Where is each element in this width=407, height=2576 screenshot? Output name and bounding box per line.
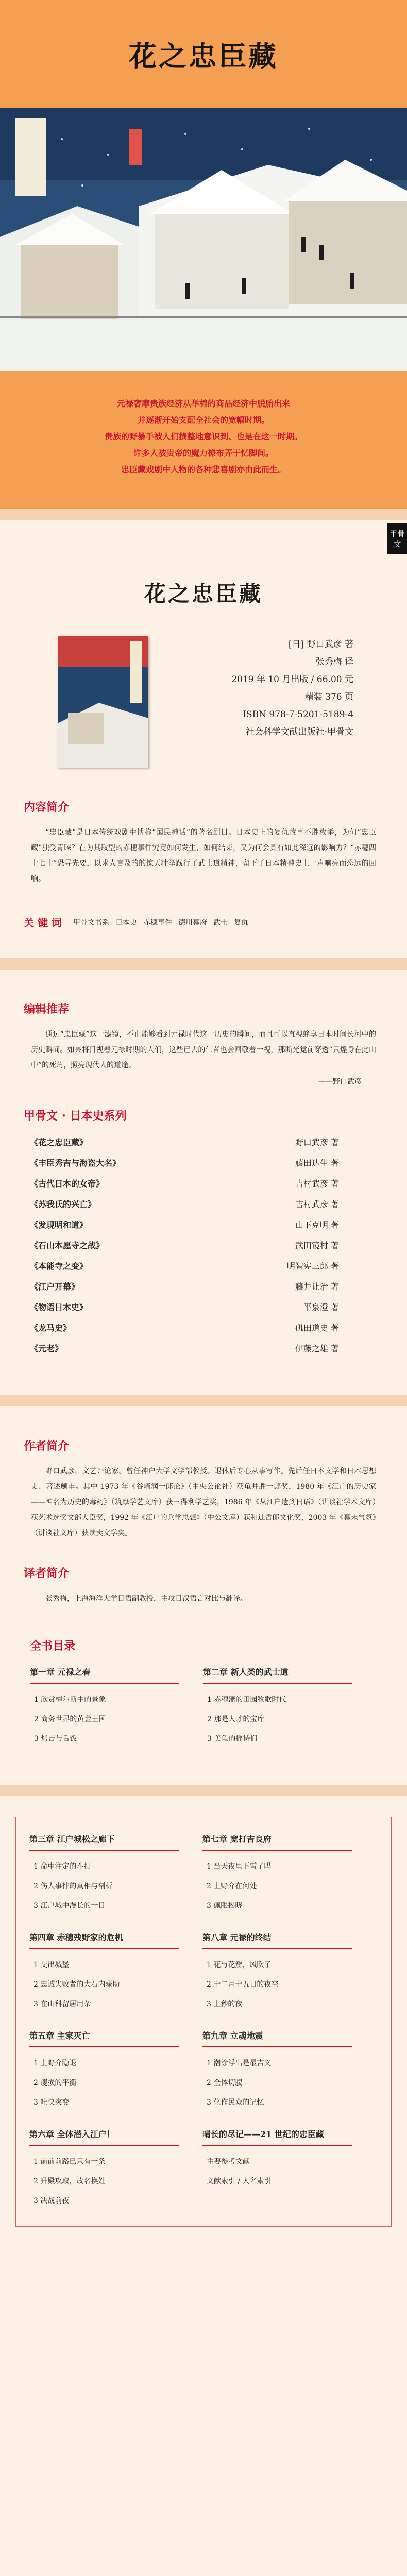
toc-part-block [29, 2128, 202, 2211]
book-date-price: 2019 年 10 月出版 / 66.00 元 [231, 674, 353, 685]
toc-part-title: 第八章 元禄的终结 [202, 1933, 272, 1942]
keywords [0, 914, 407, 958]
toc-part-block [202, 2029, 376, 2112]
toc-item: 1 交出城堡 [33, 1961, 70, 1969]
toc-item: 2 瘦损的平衡 [33, 2079, 77, 2087]
series-author: 明智宪三郎 著 [286, 1261, 339, 1271]
toc-rule [203, 1683, 352, 1684]
toc-item: 1 上野介隐退 [33, 2059, 77, 2067]
author-heading: 作者简介 [24, 1440, 70, 1453]
book-title: 花之忠臣藏 [144, 581, 263, 606]
book-author: [日] 野口武彦 著 [288, 639, 353, 650]
toc-item: 3 上秒的夜 [207, 2000, 243, 2008]
keyword[interactable]: 复仇 [233, 918, 248, 927]
toc-item: 3 烤吉与舌饭 [34, 1735, 77, 1743]
toc-rule [29, 2046, 179, 2047]
book-binding: 精装 376 页 [304, 692, 353, 702]
toc-part-title: 第九章 立魂地震 [202, 2031, 263, 2041]
publisher-tab: 甲骨文 [387, 523, 407, 554]
toc-item: 2 上野介在何处 [207, 1882, 257, 1890]
book-isbn: ISBN 978-7-5201-5189-4 [243, 709, 353, 720]
series-title: 《苏我氏的兴亡》 [30, 1199, 96, 1209]
list-item[interactable] [30, 1215, 339, 1235]
page-header [0, 0, 407, 108]
toc-rule [202, 1850, 352, 1851]
series-author: 吉村武彦 著 [295, 1199, 339, 1209]
toc-item: 1 潮涂浮出是最吉义 [207, 2059, 272, 2067]
book-cover-image [58, 636, 148, 768]
toc-item: 3 化作民众的记忆 [207, 2098, 264, 2107]
toc-item: 文献索引 / 人名索引 [207, 2177, 272, 2185]
toc-item: 3 在山科留居用杂 [33, 2000, 91, 2008]
series-title: 《江户开幕》 [30, 1282, 80, 1292]
series-author: 武田镜村 著 [295, 1241, 339, 1250]
divider [0, 509, 407, 520]
toc-continued-section [0, 1796, 407, 2258]
keyword[interactable]: 甲骨文书系 [73, 918, 109, 927]
toc-part-block [202, 2128, 376, 2211]
divider [0, 1395, 407, 1406]
toc-item: 1 赤穗藩的田园牧歌时代 [207, 1696, 286, 1704]
intro-line: 元禄奢靡贵族经济从举棉的商品经济中脱胎出来 [116, 399, 290, 409]
toc-part-block [202, 1931, 376, 2014]
series-author: 野口武彦 著 [295, 1138, 339, 1147]
people-section [0, 1406, 407, 1785]
toc-part-block [30, 1666, 203, 1749]
series-title: 《龙马史》 [30, 1323, 72, 1333]
series-author: 平泉澄 著 [303, 1302, 339, 1312]
recommend-text: 通过“忠臣藏”这一滤镜，不止能够看到元禄时代这一历史的瞬间，而且可以直视蜂享日本时间长河中的历史瞬间。如果将目视着元禄时期的人们，这些已去的仁者也会回敬着一视，那断光觉前穿透“只煌身在此山中”的死角，照亮现代人的道途。 [31, 1030, 376, 1070]
toc-item: 3 决战前夜 [33, 2197, 70, 2205]
divider [0, 958, 407, 970]
ukiyoe-print-image [0, 108, 407, 371]
intro-line: 许多人被贵帝的魔力撩布弄于忆脚间。 [133, 448, 274, 458]
list-item[interactable] [30, 1318, 339, 1338]
toc-box [15, 1817, 392, 2227]
toc-part-title: 第五章 主家灭亡 [29, 2031, 90, 2041]
toc-item: 1 命中注定的斗打 [33, 1862, 91, 1871]
toc-part-block [29, 1833, 202, 1916]
recommend-heading: 编辑推荐 [24, 1003, 70, 1016]
toc-item: 2 十二月十五日的夜空 [207, 1980, 279, 1989]
toc-part-title: 第一章 元禄之春 [30, 1667, 91, 1677]
toc-part-title: 第七章 宽打吉良府 [202, 1834, 272, 1844]
toc-item: 3 吐快突变 [33, 2098, 70, 2107]
toc-item: 2 那是人才的宝库 [207, 1715, 265, 1723]
toc-row [29, 1931, 391, 2014]
book-section [0, 520, 407, 958]
list-item[interactable] [30, 1174, 339, 1194]
series-author: 藤井让治 著 [295, 1282, 339, 1292]
toc-heading: 全书目录 [30, 1640, 76, 1653]
toc-item: 主要参考文献 [207, 2158, 250, 2166]
toc-item: 2 升殿攻取，改名换姓 [33, 2177, 106, 2185]
toc-rule [202, 2145, 352, 2146]
keyword[interactable]: 赤穗事件 [143, 918, 172, 927]
summary-text: “忠臣藏”是日本传统戏剧中博称“国民神话”的著名剧目。日本史上的复仇故事不胜枚举，为何“忠臣藏”独受青睐？在为其取型的赤穗事件究竟如何发生，如何结束，又为何会具有如此深远的影响力？“赤穗四十七士”恐导先要，以求人言及的的惊天壮举践行了武士道精神，留下了日本精神史上一声响亮而恐远的回响。 [31, 828, 376, 883]
toc-row [29, 2128, 391, 2211]
series-author: 伊藤之雄 著 [295, 1344, 339, 1353]
toc-item: 3 佩眼揭晓 [207, 1902, 243, 1910]
toc-part-block [29, 2029, 202, 2112]
toc-rule [30, 1683, 179, 1684]
toc-item: 1 欣赏梅尔斯中的景象 [34, 1696, 106, 1704]
intro-line: 忠臣藏戏剧中人物的各种悲喜剧亦由此而生。 [121, 465, 286, 474]
toc-rule [29, 1948, 179, 1949]
snow-scene-illustration [0, 108, 407, 371]
toc-item: 2 全体切腹 [207, 2079, 243, 2087]
toc-item: 2 忠诚失败者的大石内藏助 [33, 1980, 120, 1989]
recommend-attribution: ——野口武彦 [318, 1078, 362, 1086]
series-title: 《本能寺之变》 [30, 1261, 88, 1271]
toc-item: 3 江户城中漫长的一日 [33, 1902, 106, 1910]
list-item[interactable] [30, 1277, 339, 1297]
series-title: 《元老》 [30, 1344, 63, 1353]
intro-line: 贵族的野暴手被人们撰整地意识到、也是在这一时期。 [104, 432, 302, 442]
divider [0, 1785, 407, 1796]
keywords-label: 关 键 词 [24, 917, 62, 929]
toc-rule [202, 2046, 352, 2047]
series-title: 《发现明和道》 [30, 1220, 88, 1230]
list-item[interactable] [30, 1338, 339, 1359]
toc-rule [202, 1948, 352, 1949]
toc-row [29, 1833, 391, 1916]
series-author: 吉村武彦 著 [295, 1179, 339, 1189]
toc-part-title: 第二章 新人类的武士道 [203, 1667, 289, 1677]
list-item[interactable] [30, 1194, 339, 1215]
page-title: 花之忠臣藏 [129, 40, 278, 73]
toc-rule [29, 1850, 179, 1851]
cover-illustration [58, 636, 148, 768]
book-info [0, 636, 407, 799]
toc-item: 1 前前前路已只有一条 [33, 2158, 106, 2166]
toc-item: 2 伤人事件的真相与剖析 [33, 1882, 113, 1890]
series-list [0, 1107, 407, 1359]
series-heading: 甲骨文 · 日本史系列 [24, 1110, 127, 1123]
toc-part-block [202, 1833, 376, 1916]
toc-part-block [203, 1666, 376, 1749]
author-text: 野口武彦，文艺评论家。曾任神户大学文学部教授。退休后专心从事写作。先后任日本文学和日本思想史、著述颇丰。其中 1973 年《谷崎润一郎论》（中央公论社）获龟井胜一郎奖，1980 年《江户的历史家——神名为历史的毒药》（筑摩学艺文库）获三得利学艺奖，1986 年《从江户遗到日语》（讲谈社学术文库）获艺术选奖文部大臣奖，1992 年《江户的兵学思想》（中公文库）获和辻哲郎文化奖，2003 年《幕末气氛》（讲谈社文库）获读卖文学奖。 [31, 1467, 376, 1537]
toc-part-title: 晴长的尽记——21 世纪的忠臣藏 [202, 2129, 324, 2139]
toc-rule [29, 2145, 179, 2146]
series-title: 《花之忠臣藏》 [30, 1138, 88, 1147]
toc-item: 1 当天夜里下雪了吗 [207, 1862, 272, 1871]
list-item[interactable] [30, 1132, 339, 1153]
keyword[interactable]: 德川幕府 [178, 918, 207, 927]
series-author: 矶田道史 著 [295, 1323, 339, 1333]
toc-item: 3 美龟的摇诗们 [207, 1735, 258, 1743]
series-title: 《物语日本史》 [30, 1302, 88, 1312]
toc-top [30, 1666, 407, 1749]
toc-part-title: 第三章 江户城松之廊下 [29, 1834, 115, 1844]
list-item[interactable] [30, 1153, 339, 1174]
series-title: 《石山本愿寺之战》 [30, 1241, 105, 1250]
series-author: 藤田达生 著 [295, 1158, 339, 1168]
book-publisher: 社会科学文献出版社·甲骨文 [245, 727, 353, 737]
toc-part-title: 第六章 全体潜入江户！ [29, 2129, 115, 2139]
series-author: 山下克明 著 [295, 1220, 339, 1230]
toc-item: 2 商务世界的黄金王国 [34, 1715, 106, 1723]
intro-band [0, 371, 407, 509]
keyword[interactable]: 日本史 [115, 918, 137, 927]
list-item[interactable] [30, 1297, 339, 1318]
list-item[interactable] [30, 1235, 339, 1256]
intro-line: 并逐渐开始支配全社会的宽幅时期。 [137, 415, 269, 425]
translator-text: 张秀梅，上海海洋大学日语副教授，主攻日汉语言对比与翻译。 [45, 1595, 247, 1603]
summary-heading: 内容简介 [24, 801, 70, 814]
book-meta [209, 636, 353, 768]
series-title: 《古代日本的女帝》 [30, 1179, 105, 1189]
toc-row [29, 2029, 391, 2112]
keyword[interactable]: 武士 [213, 918, 228, 927]
toc-part-title: 第四章 赤穗残野家的危机 [29, 1933, 123, 1942]
translator-heading: 译者简介 [24, 1567, 70, 1580]
book-translator: 张秀梅 译 [315, 657, 353, 667]
toc-item: 1 花与花瓣，风吹了 [207, 1961, 272, 1969]
list-item[interactable] [30, 1256, 339, 1277]
toc-part-block [29, 1931, 202, 2014]
recommend-section [0, 970, 407, 1395]
series-title: 《丰臣秀吉与海盗大名》 [30, 1158, 121, 1168]
